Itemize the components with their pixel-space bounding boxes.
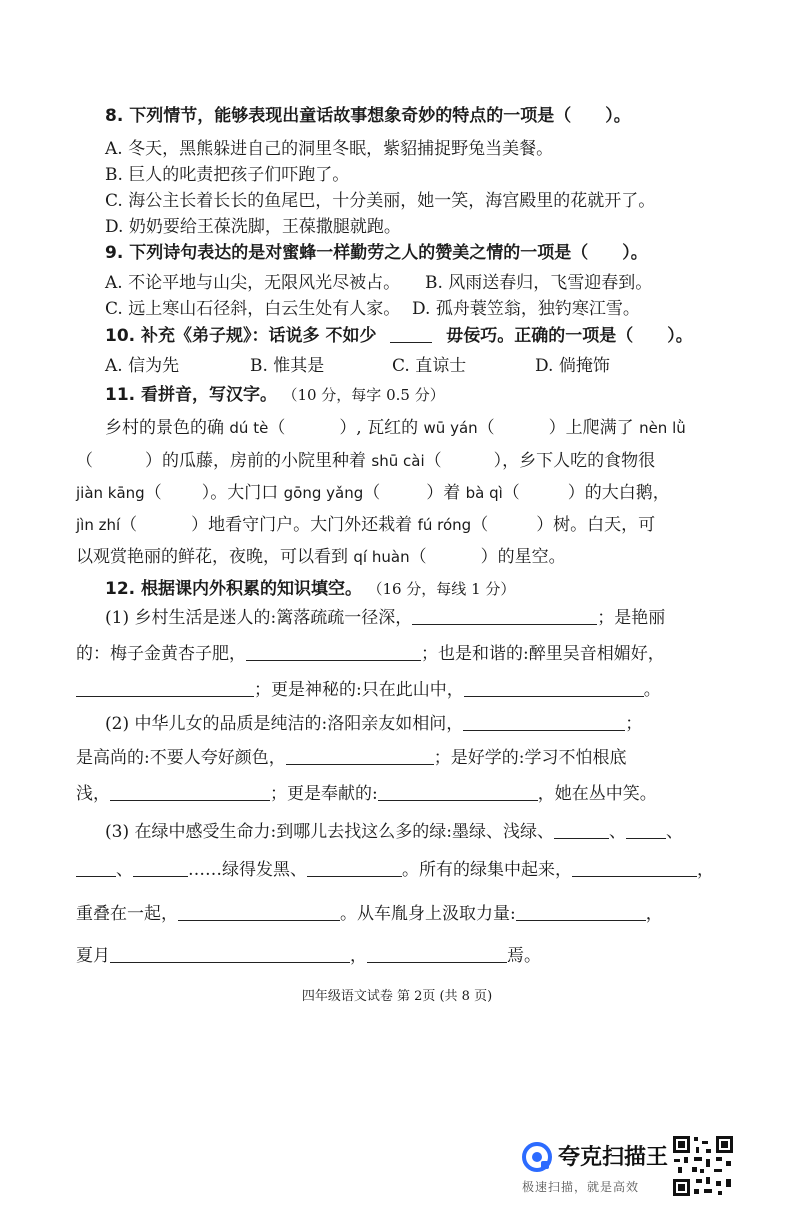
q10-option-b: B. 惟其是 (250, 356, 325, 376)
q12-text: ，她在丛中笑。 (537, 784, 657, 804)
page-footer: 四年级语文试卷 第 2页 (共 8 页) (301, 989, 493, 1004)
fill-blank[interactable] (110, 784, 270, 801)
fill-blank[interactable] (464, 680, 644, 697)
q8-option-a: A. 冬天，黑熊躲进自己的洞里冬眠，紫貂捕捉野兔当美餐。 (105, 139, 554, 159)
q12-text: (1) 乡村生活是迷人的:篱落疏疏一径深， (105, 608, 413, 628)
q11-text: ）。大门口 (201, 483, 284, 503)
pinyin-ba-qi: bà qì (465, 484, 503, 502)
q12-text: ， (645, 904, 663, 924)
fill-blank[interactable] (463, 714, 625, 731)
q12-heading (105, 577, 515, 601)
q12-text: 浅， (76, 784, 110, 804)
fill-blank[interactable] (286, 748, 434, 765)
paren-open: （ (144, 483, 162, 503)
q12-p3-line-3 (76, 902, 663, 926)
q12-text: 、 (608, 822, 626, 842)
q12-text: 。所有的绿集中起来， (402, 860, 572, 880)
paren-open: （ (268, 418, 286, 438)
q10-option-c: C. 直谅士 (392, 356, 467, 376)
q11-text: ）地看守门户。大门外还栽着 (191, 515, 418, 535)
fill-blank[interactable] (178, 904, 340, 921)
q10-option-d: D. 倘掩饰 (535, 356, 610, 376)
paren-open: （ (424, 451, 442, 471)
q11-text: ）的瓜藤，房前的小院里种着 (145, 451, 372, 471)
fill-blank[interactable] (572, 860, 697, 877)
q12-text: 。从车胤身上汲取力量: (340, 904, 516, 924)
q12-p2-line-3 (76, 782, 657, 806)
fill-blank[interactable] (378, 784, 538, 801)
paren-open: （ (477, 418, 495, 438)
pinyin-wu-yan: wū yán (423, 419, 478, 437)
q12-text: 焉。 (507, 946, 541, 966)
paren-open: （ (120, 515, 138, 535)
q12-text: ；是艳丽 (597, 608, 666, 628)
q9-option-b: B. 风雨送春归，飞雪迎春到。 (425, 273, 653, 293)
q12-text: ， (350, 946, 367, 966)
pinyin-jin-zhi: jìn zhí (76, 516, 121, 534)
q12-p1-line-1 (105, 606, 665, 630)
q12-text: 是高尚的:不要人夸好颜色， (76, 748, 286, 768)
q11-line-3 (76, 481, 670, 505)
paren-open: （ (502, 483, 520, 503)
fill-blank[interactable] (412, 608, 597, 625)
q11-heading (105, 383, 445, 407)
paren-open: （ (76, 451, 93, 471)
pinyin-qi-huan: qí huàn (353, 548, 410, 566)
q11-text: ）, 瓦红的 (339, 418, 424, 438)
brand-name: 夸克扫描王 (558, 1145, 669, 1170)
q11-score: （10 分，每字 0.5 分） (282, 386, 445, 404)
q12-text: ；是好学的:学习不怕根底 (433, 748, 627, 768)
q12-text: (3) 在绿中感受生命力:到哪儿去找这么多的绿:墨绿、浅绿、 (105, 822, 554, 842)
q10-stem (105, 324, 693, 348)
pinyin-shu-cai: shū cài (371, 452, 425, 470)
scanner-brand (522, 1138, 672, 1198)
q12-text: 重叠在一起， (76, 904, 178, 924)
q12-text: ；更是奉献的: (270, 784, 378, 804)
q12-p2-line-1 (105, 712, 642, 736)
q12-text: ；更是神秘的:只在此山中， (254, 680, 464, 700)
q11-text: ）的星空。 (480, 547, 566, 567)
q11-text: ）着 (426, 483, 466, 503)
brand-slogan: 极速扫描，就是高效 (522, 1180, 640, 1194)
q12-text: 。 (643, 680, 661, 700)
q11-line-1 (105, 416, 686, 440)
pinyin-nen-lu: nèn lǜ (639, 419, 686, 437)
q12-p3-line-2 (76, 858, 714, 882)
q8-option-b: B. 巨人的叱责把孩子们吓跑了。 (105, 165, 350, 185)
q11-line-4 (76, 513, 655, 537)
q9-option-a: A. 不论平地与山尖，无限风光尽被占。 (105, 273, 401, 293)
q12-p1-line-2 (76, 642, 665, 666)
q12-score: （16 分，每线 1 分） (367, 580, 516, 598)
pinyin-jian-kang: jiàn kāng (76, 484, 145, 502)
qr-code-icon[interactable] (672, 1135, 734, 1197)
q12-p3-line-1 (105, 820, 683, 844)
fill-blank[interactable] (626, 822, 666, 839)
q12-text: ； (625, 714, 643, 734)
q10-blank[interactable] (390, 326, 432, 343)
q9-stem: 9. 下列诗句表达的是对蜜蜂一样勤劳之人的赞美之情的一项是（ ）。 (105, 243, 648, 263)
q12-text: ……绿得发黑、 (188, 860, 307, 880)
q11-text: ）上爬满了 (548, 418, 640, 438)
q11-line-2 (76, 449, 655, 473)
q8-stem: 8. 下列情节，能够表现出童话故事想象奇妙的特点的一项是（ ）。 (105, 106, 631, 126)
q9-option-c: C. 远上寒山石径斜，白云生处有人家。 (105, 299, 401, 319)
q12-stem: 12. 根据课内外积累的知识填空。 (105, 579, 363, 599)
fill-blank[interactable] (246, 644, 421, 661)
pinyin-du-te: dú tè (229, 419, 269, 437)
fill-blank[interactable] (516, 904, 646, 921)
fill-blank[interactable] (76, 860, 116, 877)
q11-text: ）的大白鹅， (567, 483, 670, 503)
q10-stem-end: 毋佞巧。正确的一项是（ ）。 (446, 326, 693, 346)
q9-option-d: D. 孤舟蓑笠翁，独钓寒江雪。 (412, 299, 640, 319)
quark-logo-icon (522, 1142, 552, 1172)
q10-stem-start: 10. 补充《弟子规》：话说多 不如少 (105, 326, 377, 346)
paren-open: （ (363, 483, 381, 503)
q12-p2-line-2 (76, 746, 626, 770)
q12-text: (2) 中华儿女的品质是纯洁的:洛阳亲友如相问， (105, 714, 464, 734)
fill-blank[interactable] (110, 946, 350, 963)
q11-text: ），乡下人吃的食物很 (493, 451, 656, 471)
q11-line-5 (76, 545, 566, 569)
fill-blank[interactable] (133, 860, 188, 877)
q10-option-a: A. 信为先 (105, 356, 180, 376)
q12-text: 的：梅子金黄杏子肥， (76, 644, 246, 664)
q8-option-d: D. 奶奶要给王葆洗脚，王葆撒腿就跑。 (105, 217, 401, 237)
q12-text: ；也是和谐的:醉里吴音相媚好， (421, 644, 665, 664)
q12-text: 、 (665, 822, 683, 842)
q12-p3-line-4 (76, 944, 541, 968)
q11-text: 乡村的景色的确 (105, 418, 230, 438)
paren-open: （ (471, 515, 489, 535)
pinyin-gong-yang: gōng yǎng (283, 484, 364, 502)
pinyin-fu-rong: fú róng (417, 516, 472, 534)
q12-text: ， (697, 860, 714, 880)
fill-blank[interactable] (307, 860, 402, 877)
fill-blank[interactable] (367, 946, 507, 963)
fill-blank[interactable] (76, 680, 254, 697)
q12-p1-line-3 (76, 678, 661, 702)
q11-text: 以观赏艳丽的鲜花，夜晚，可以看到 (76, 547, 354, 567)
fill-blank[interactable] (554, 822, 609, 839)
q8-option-c: C. 海公主长着长长的鱼尾巴，十分美丽，她一笑，海宫殿里的花就开了。 (105, 191, 656, 211)
q12-text: 夏月 (76, 946, 110, 966)
q11-text: ）树。白天，可 (536, 515, 656, 535)
q11-stem: 11. 看拼音，写汉字。 (105, 385, 278, 405)
q12-text: 、 (116, 860, 133, 880)
paren-open: （ (409, 547, 427, 567)
